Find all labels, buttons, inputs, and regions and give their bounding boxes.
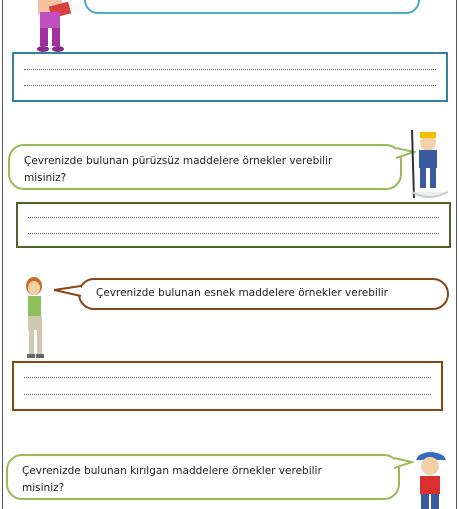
answer-box-1[interactable]: [12, 52, 448, 102]
skier-figure: [404, 128, 452, 202]
answer-line: [24, 377, 431, 378]
girl-standing-figure: [18, 276, 52, 362]
question-4-line-1: Çevrenizde bulunan kırılgan maddelere örnekler verebilir: [22, 465, 322, 477]
page-border-left: [2, 0, 3, 509]
question-1-text: [102, 0, 356, 1]
answer-line: [28, 233, 439, 234]
question-2-line-2: misiniz?: [24, 172, 67, 184]
question-bubble-2: [8, 144, 402, 190]
page-border-right: [456, 0, 457, 509]
bubble-tail-3: [54, 284, 82, 298]
question-bubble-4: [6, 454, 400, 500]
question-bubble-1: [84, 0, 420, 14]
question-4-line-2: misiniz?: [22, 482, 65, 494]
answer-box-3[interactable]: [12, 361, 443, 411]
question-bubble-3: [78, 278, 449, 310]
girl-reading-figure: [28, 0, 76, 56]
answer-line: [24, 69, 436, 70]
answer-line: [28, 217, 439, 218]
boy-cap-figure: [410, 448, 450, 509]
question-3-line-1: Çevrenizde bulunan esnek maddelere örnekler verebilir: [96, 287, 388, 299]
answer-box-2[interactable]: [16, 202, 451, 248]
answer-line: [24, 85, 436, 86]
question-2-line-1: Çevrenizde bulunan pürüzsüz maddelere örnekler verebilir: [24, 155, 333, 167]
answer-line: [24, 394, 431, 395]
